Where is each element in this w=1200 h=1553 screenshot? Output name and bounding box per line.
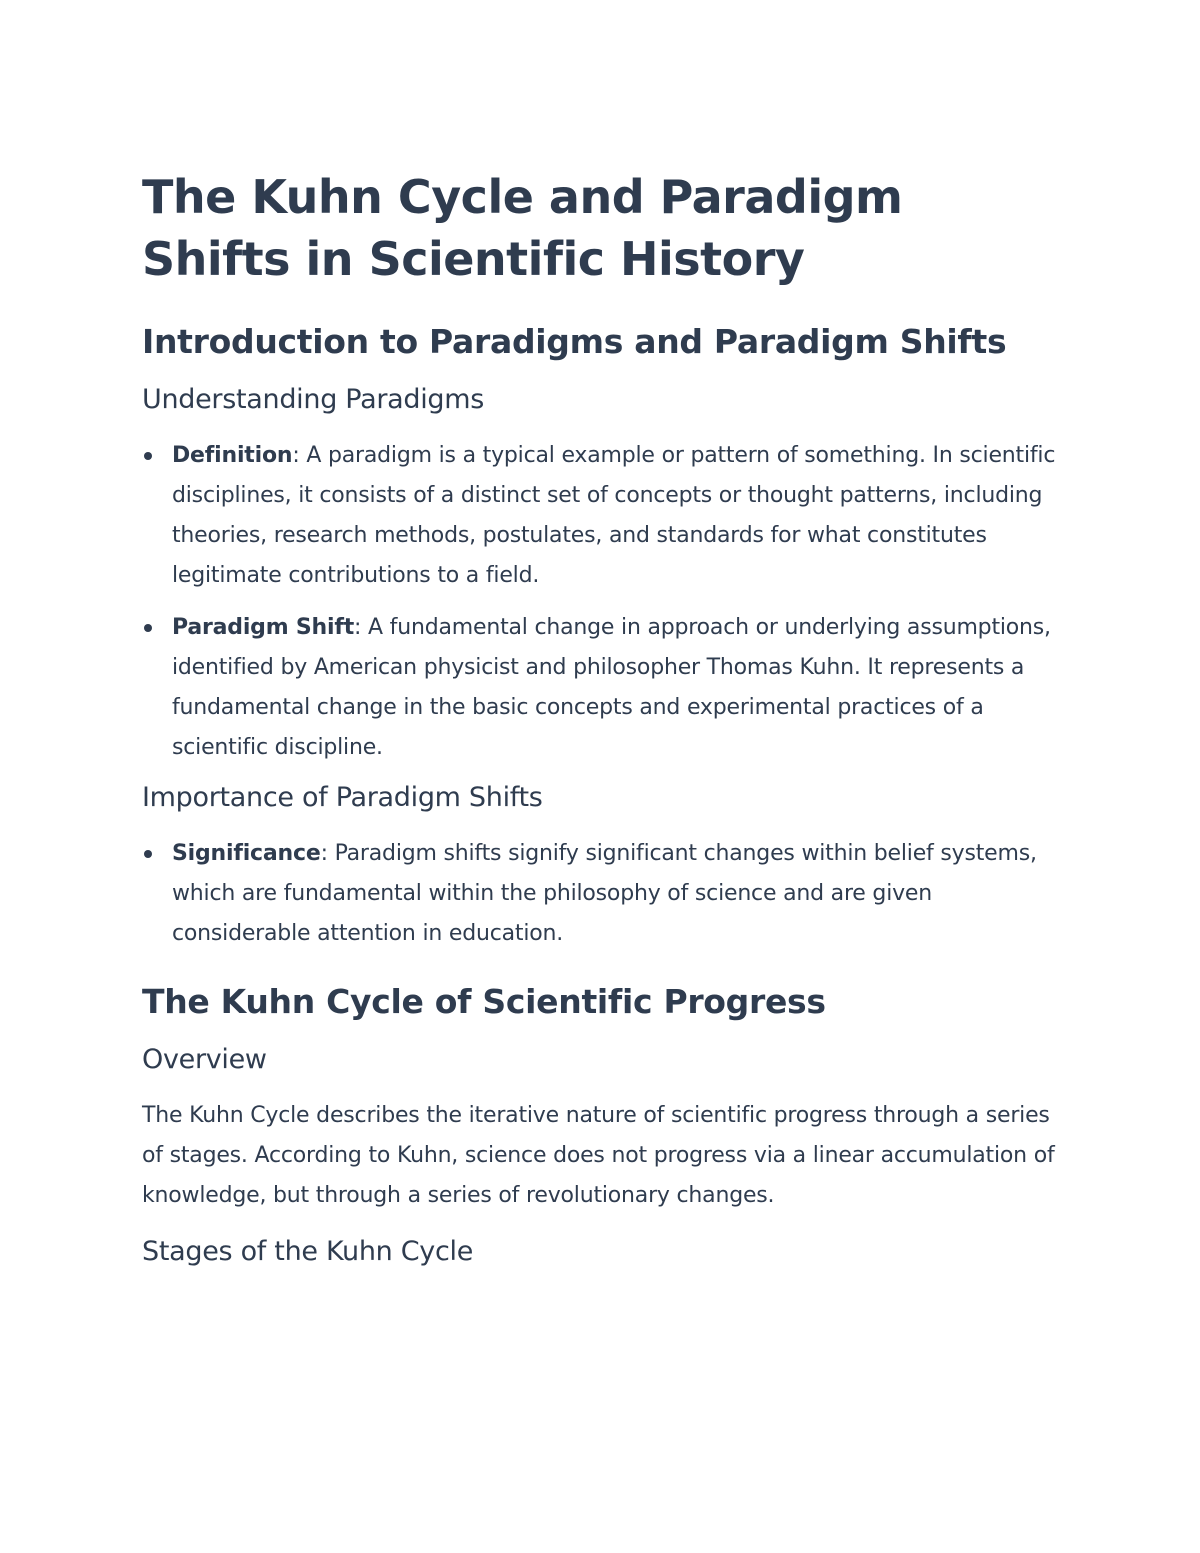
term-label: Definition (172, 443, 293, 468)
bullet-icon (144, 624, 152, 632)
document-page (142, 166, 1062, 1288)
term-description: : A fundamental change in approach or underlying assumptions, identified by American physicist and philosopher Thomas Kuhn. It represents a fundamental change in the basic concepts and experimental practices of a scientific discipline. (172, 615, 1051, 760)
section-heading-kuhn-cycle: The Kuhn Cycle of Scientific Progress (142, 982, 826, 1021)
term-label: Paradigm Shift (172, 615, 355, 640)
subheading-overview: Overview (142, 1044, 267, 1075)
term-description: : A paradigm is a typical example or pattern of something. In scientific disciplines, it consists of a distinct set of concepts or thought patterns, including theories, research methods, postulates, and standards for what constitutes legitimate contributions to a field. (172, 443, 1056, 588)
overview-paragraph: The Kuhn Cycle describes the iterative nature of scientific progress through a series of stages. According to Kuhn, science does not progress via a linear accumulation of knowledge, but through a series of revolutionary changes. (142, 1103, 1055, 1208)
document-title: The Kuhn Cycle and Paradigm Shifts in Scientific History (142, 170, 903, 286)
section-heading-introduction: Introduction to Paradigms and Paradigm Shifts (142, 322, 1007, 361)
term-description: : Paradigm shifts signify significant changes within belief systems, which are fundamental within the philosophy of science and are given considerable attention in education. (172, 841, 1037, 946)
subheading-importance: Importance of Paradigm Shifts (142, 782, 543, 813)
list-item-definition (142, 436, 1062, 596)
bullet-icon (144, 452, 152, 460)
paradigm-definitions-list (142, 436, 1062, 768)
list-item-paradigm-shift (142, 608, 1062, 768)
subheading-stages: Stages of the Kuhn Cycle (142, 1236, 474, 1267)
subheading-understanding-paradigms: Understanding Paradigms (142, 384, 485, 415)
list-item-significance (142, 834, 1062, 954)
importance-list (142, 834, 1062, 954)
term-label: Significance (172, 841, 321, 866)
bullet-icon (144, 850, 152, 858)
